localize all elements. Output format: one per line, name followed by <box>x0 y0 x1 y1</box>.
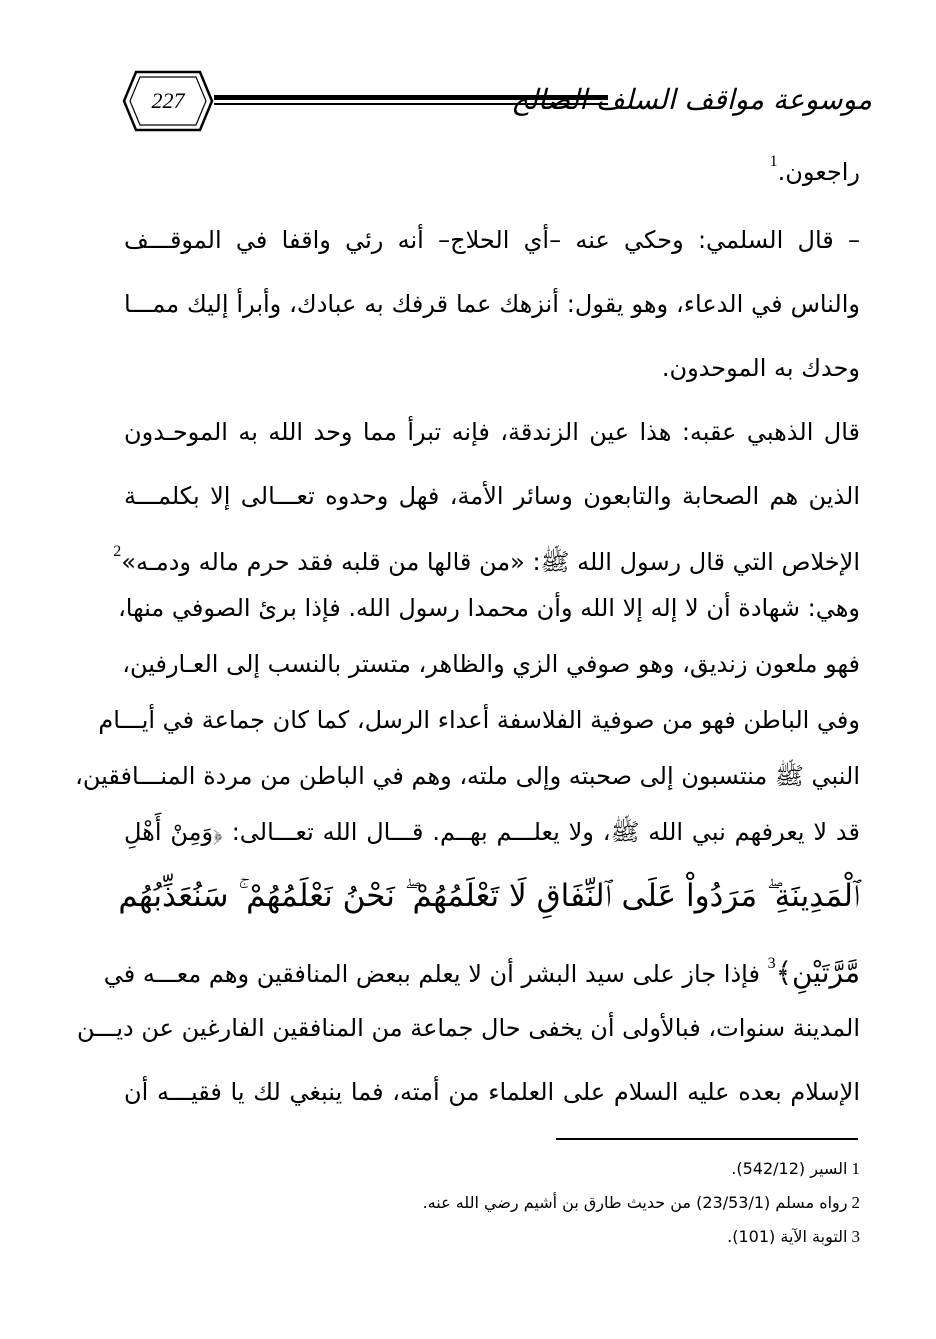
footnote-item: 1السير (542/12). <box>731 1159 860 1178</box>
footnote-ref[interactable]: 2 <box>113 543 122 560</box>
footnote-ref[interactable]: 3 <box>767 955 776 972</box>
footnote-separator <box>556 1138 858 1140</box>
text-line: وهي: شهادة أن لا إله إلا الله وأن محمدا رسول الله. فإذا برئ الصوفي منها، <box>118 594 860 622</box>
main-text <box>75 134 860 1120</box>
text-line: وحدك به الموحدون. <box>661 354 860 382</box>
text-line: راجعون.$^1$ <box>769 153 860 186</box>
text-line: المدينة سنوات، فبالأولى أن يخفى حال جماعة من المنافقين الفارغين عن ديـــن <box>76 1014 860 1042</box>
text-line: النبي ﷺ منتسبون إلى صحبته وإلى ملته، وهم في الباطن من مردة المنـــافقين، <box>75 762 860 790</box>
text-line: والناس في الدعاء، وهو يقول: أنزهك عما قرفك به عبادك، وأبرأ إليك ممـــا <box>124 290 860 318</box>
text-line: فهو ملعون زنديق، وهو صوفي الزي والظاهر، متستر بالنسب إلى العـارفين، <box>122 650 860 678</box>
text-line: – قال السلمي: وحكي عنه –أي الحلاج– أنه رئي واقفا في الموقـــف <box>124 226 860 254</box>
quran-verse-line: ٱلْمَدِينَةِ ۖ مَرَدُواْ عَلَى ٱلنِّفَاقِ لَا تَعْلَمُهُمْ ۖ نَحْنُ نَعْلَمُهُمْ ۚ سَنُعَذِّبُهُم <box>118 878 860 914</box>
page-header <box>118 66 878 136</box>
footnotes <box>360 1152 860 1254</box>
book-title: موسوعة مواقف السلف الصالح <box>511 83 872 116</box>
text-line: مَّرَّتَيْنِ﴾$^3$ فإذا جاز على سيد البشر أن لا يعلم ببعض المنافقين وهم معـــه في <box>103 955 860 989</box>
text-line: الذين هم الصحابة والتابعون وسائر الأمة، فهل وحدوه تعـــالى إلا بكلمـــة <box>124 482 860 510</box>
text-line: وفي الباطن فهو من صوفية الفلاسفة أعداء الرسل، كما كان جماعة في أيـــام <box>98 706 860 734</box>
footnote-ref[interactable]: 1 <box>769 153 778 170</box>
footnote-item: 3التوبة الآية (101). <box>727 1227 860 1246</box>
text-line: قال الذهبي عقبه: هذا عين الزندقة، فإنه تبرأ مما وحد الله به الموحـدون <box>124 418 860 446</box>
footnote-item: 2رواه مسلم (23/53/1) من حديث طارق بن أشيم رضي الله عنه. <box>422 1193 860 1212</box>
page-number-badge <box>122 68 214 134</box>
text-line: الإخلاص التي قال رسول الله ﷺ: «من قالها من قلبه فقد حرم ماله ودمـه»$^2$ <box>113 543 860 576</box>
page-number: 227 <box>151 88 185 113</box>
text-line: الإسلام بعده عليه السلام على العلماء من أمته، فما ينبغي لك يا فقيـــه أن <box>124 1078 860 1106</box>
text-line: قد لا يعرفهم نبي الله ﷺ، ولا يعلـــم بهــم. قـــال الله تعـــالى: ﴿وَمِنْ أَهْلِ <box>124 818 860 846</box>
